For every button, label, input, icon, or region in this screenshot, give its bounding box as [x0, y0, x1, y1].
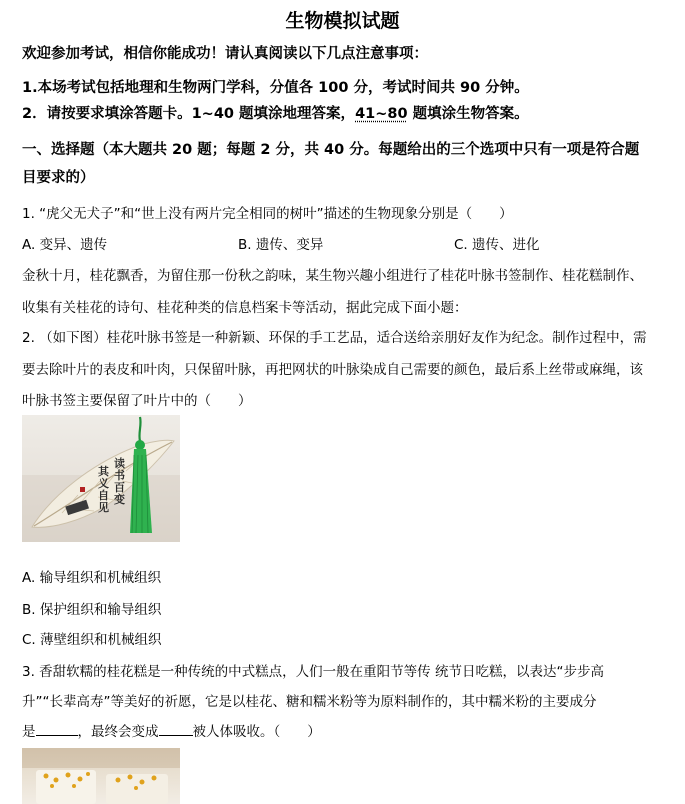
question-3-line-2: 升”“长辈高寿”等美好的祈愿，它是以桂花、糖和糯米粉等为原料制作的，其中糯米粉的主要成分 — [22, 694, 597, 710]
passage-line-1: 金秋十月，桂花飘香，为留住那一份秋之韵味，某生物兴趣小组进行了桂花叶脉书签制作、桂花糕制作、 — [22, 268, 643, 284]
question-3-line-1: 3. 香甜软糯的桂花糕是一种传统的中式糕点，人们一般在重阳节等传 统节日吃糕，以表达“步步高 — [22, 664, 604, 680]
answer-blank-1 — [36, 721, 78, 736]
question-2-option-b: B. 保护组织和输导组织 — [22, 602, 162, 618]
question-3-line-3-b: ，最终会变成 — [77, 724, 159, 740]
page-title: 生物模拟试题 — [285, 10, 400, 32]
question-1-option-a: A. 变异、遗传 — [22, 237, 108, 253]
question-3-line-3 — [22, 720, 321, 740]
osmanthus-cake-image — [22, 748, 180, 804]
bookmark-text-1: 读书百变 — [114, 457, 125, 506]
section-heading-line-2: 目要求的） — [22, 170, 95, 186]
section-heading-line-1: 一、选择题（本大题共 20 题；每题 2 分，共 40 分。每题给出的三个选项中只有一项是符合题 — [22, 142, 640, 158]
question-1-option-b: B. 遗传、变异 — [238, 237, 324, 253]
answer-blank-2 — [159, 721, 193, 736]
notice-item-2 — [22, 102, 529, 123]
question-3-line-3-a: 是 — [22, 724, 36, 740]
question-2-option-a: A. 输导组织和机械组织 — [22, 570, 162, 586]
question-2-option-c: C. 薄壁组织和机械组织 — [22, 632, 162, 648]
passage-line-2: 收集有关桂花的诗句、桂花种类的信息档案卡等活动，据此完成下面小题： — [22, 300, 468, 316]
question-1-option-c: C. 遗传、进化 — [454, 237, 540, 253]
notice-heading: 欢迎参加考试，相信你能成功！请认真阅读以下几点注意事项： — [22, 46, 428, 62]
question-1-stem: 1. “虎父无犬子”和“世上没有两片完全相同的树叶”描述的生物现象分别是（ ） — [22, 206, 513, 222]
question-2-line-2: 要去除叶片的表皮和叶肉，只保留叶脉，再把网状的叶脉染成自己需要的颜色，最后系上丝带或麻绳，该 — [22, 362, 643, 378]
question-2-line-3: 叶脉书签主要保留了叶片中的（ ） — [22, 393, 252, 409]
leaf-bookmark-image — [22, 415, 180, 542]
leaf-bookmark-illustration — [22, 415, 180, 542]
question-3-line-3-c: 被人体吸收。（ ） — [192, 724, 321, 740]
notice-item-2-part-a: 2．请按要求填涂答题卡。1~40 题填涂地理答案， — [22, 106, 356, 122]
notice-item-1: 1.本场考试包括地理和生物两门学科，分值各 100 分，考试时间共 90 分钟。 — [22, 80, 529, 96]
question-2-line-1: 2. （如下图）桂花叶脉书签是一种新颖、环保的手工艺品，适合送给亲朋好友作为纪念。制作过程中，需 — [22, 330, 647, 346]
bookmark-text-2: 其义自见 — [98, 465, 109, 514]
notice-item-2-part-c: 题填涂生物答案。 — [407, 106, 529, 122]
notice-item-2-range: 41~80 — [355, 106, 408, 122]
osmanthus-cake-illustration — [22, 748, 180, 804]
